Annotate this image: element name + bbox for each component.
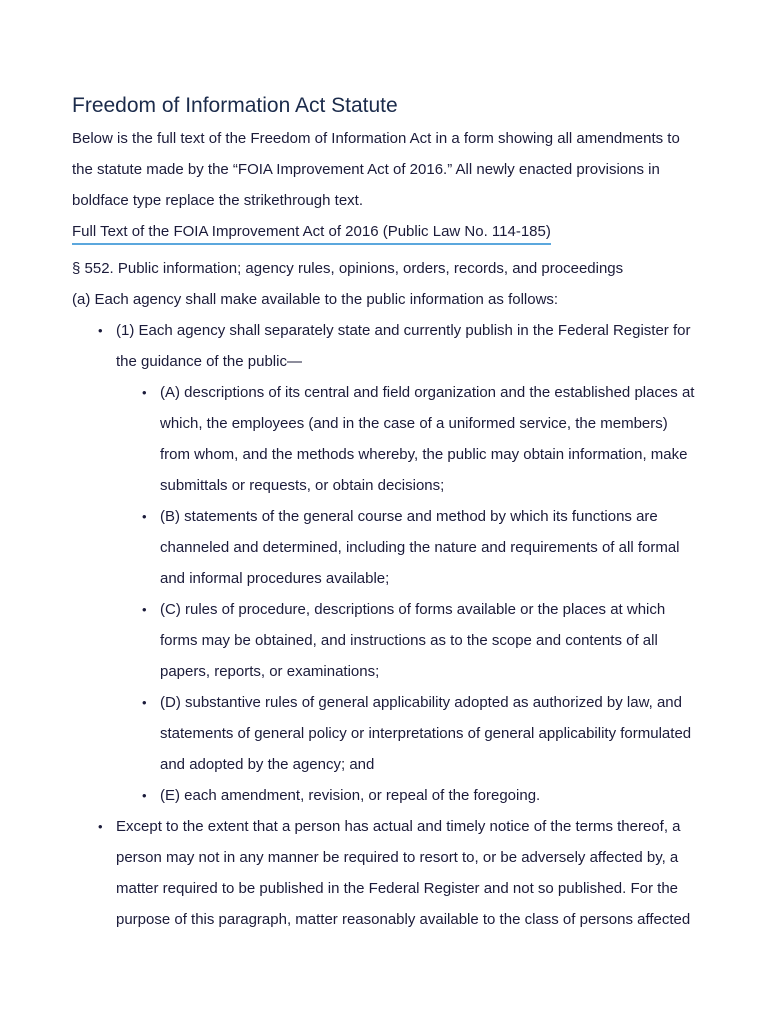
sub-item-text: (A) descriptions of its central and field organization and the established places at which, the employees (and in the case of a uniformed service, the members) from whom, and the methods whereby, the public may obtain information, make submittals or requests, or obtain decisions; (160, 384, 695, 494)
bullet-icon: • (142, 695, 147, 710)
subsection-a: (a) Each agency shall make available to the public information as follows: (72, 291, 559, 308)
list-item-1 (98, 315, 696, 811)
bullet-icon: • (142, 509, 147, 524)
full-text-link-line (72, 216, 696, 247)
sub-item-text: (D) substantive rules of general applicability adopted as authorized by law, and statements of general policy or interpretations of general applicability formulated and adopted by the agency; and (160, 694, 692, 773)
sub-item-a (142, 377, 696, 501)
bullet-icon: • (142, 788, 147, 803)
sub-item-text: (B) statements of the general course and method by which its functions are channeled and determined, including the nature and requirements of all formal and informal procedures available; (160, 508, 680, 587)
list-item-2 (98, 811, 696, 935)
item-list (72, 315, 696, 935)
bullet-icon: • (142, 602, 147, 617)
sub-item-text: (E) each amendment, revision, or repeal of the foregoing. (160, 787, 541, 804)
sub-item-c (142, 594, 696, 687)
intro-paragraph: Below is the full text of the Freedom of Information Act in a form showing all amendments to the statute made by the “FOIA Improvement Act of 2016.” All newly enacted provisions in boldface type replace the strikethrough text. (72, 130, 680, 209)
list-item-text: (1) Each agency shall separately state and currently publish in the Federal Register for the guidance of the public— (116, 322, 691, 370)
section-heading: § 552. Public information; agency rules, opinions, orders, records, and proceedings (72, 260, 624, 277)
sub-item-text: (C) rules of procedure, descriptions of forms available or the places at which forms may be obtained, and instructions as to the scope and contents of all papers, reports, or examinations; (160, 601, 666, 680)
bullet-icon: • (98, 323, 103, 338)
list-item-text: Except to the extent that a person has actual and timely notice of the terms thereof, a person may not in any manner be required to resort to, or be adversely affected by, a matter required to be published in the Federal Register and not so published. For the purpose of this paragraph, matter reasonably available to the class of persons affected (116, 818, 691, 928)
sub-item-b (142, 501, 696, 594)
sub-item-d (142, 687, 696, 780)
sub-item-e (142, 780, 696, 811)
bullet-icon: • (98, 819, 103, 834)
full-text-link[interactable]: Full Text of the FOIA Improvement Act of 2016 (Public Law No. 114-185) (72, 223, 551, 245)
sub-item-list (116, 377, 696, 811)
page-title: Freedom of Information Act Statute (72, 94, 398, 117)
bullet-icon: • (142, 385, 147, 400)
